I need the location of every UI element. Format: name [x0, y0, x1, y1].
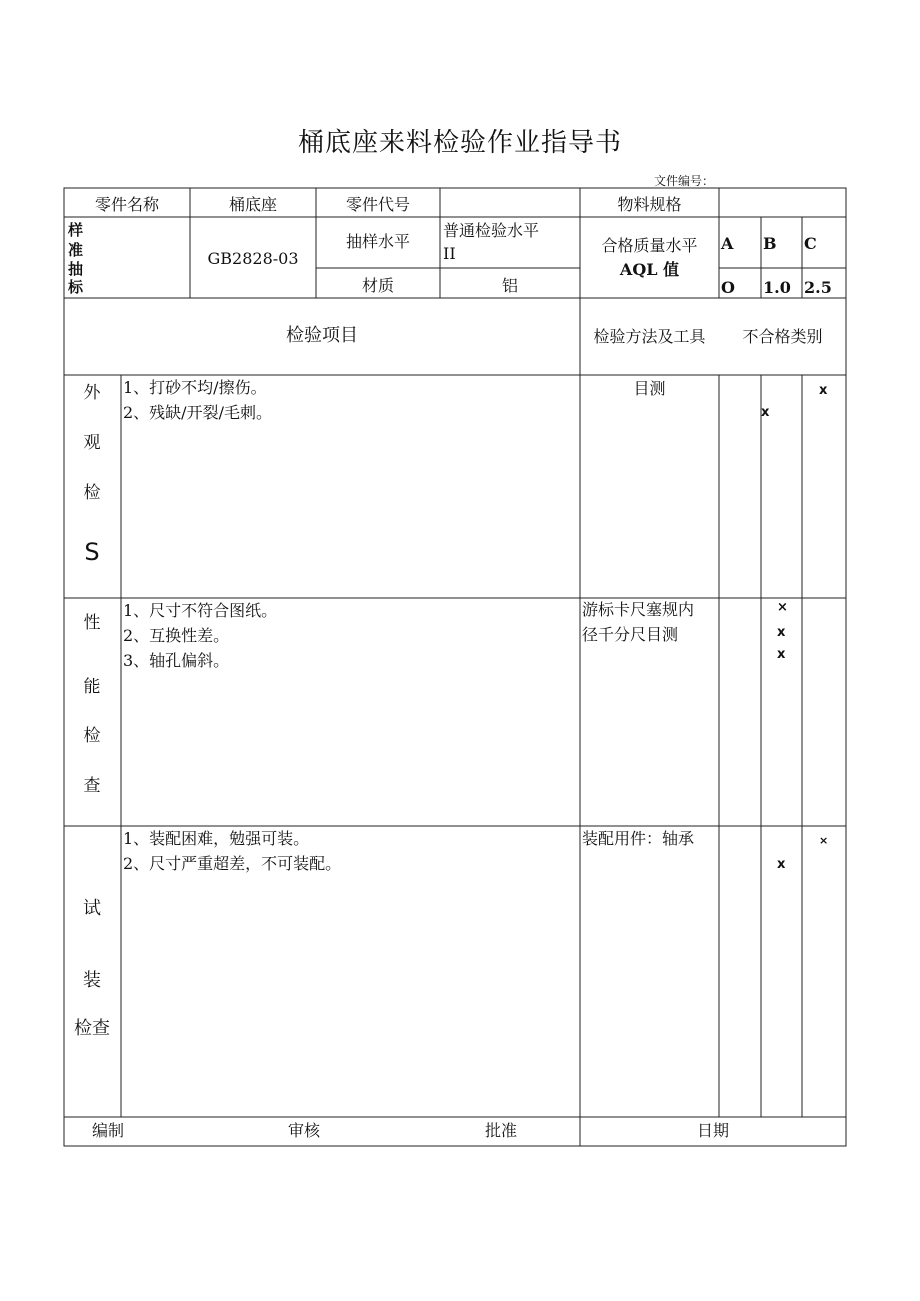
sampling-standard-label-3: 抽	[68, 260, 84, 278]
sampling-level-label: 抽样水平	[345, 232, 410, 251]
aql-label: 合格质量水平	[601, 236, 698, 255]
part-name-value: 桶底座	[228, 195, 277, 214]
grade-b: B	[763, 234, 777, 253]
document-number-label: 文件编号：	[654, 174, 715, 188]
section-assembly-char-3: 检查	[74, 1018, 110, 1039]
section-performance-method: 游标卡尺塞规内	[582, 600, 695, 619]
part-code-label: 零件代号	[345, 195, 410, 214]
section-appearance-items: 1、打砂不均/擦伤。 2、残缺/开裂/毛刺。	[123, 378, 272, 422]
sampling-standard-label-1: 样	[68, 221, 84, 239]
inspection-items-header: 检验项目	[286, 325, 358, 346]
section-performance-mark-2: x	[777, 625, 786, 640]
section-performance-char-3: 检	[83, 726, 101, 746]
sampling-standard-label-2: 准	[68, 241, 84, 259]
section-appearance-mark-b: x	[761, 405, 770, 420]
footer-review: 审核	[288, 1121, 321, 1140]
footer-date: 日期	[697, 1121, 730, 1140]
material-label: 材质	[361, 276, 394, 295]
footer-compile: 编制	[92, 1121, 125, 1140]
section-assembly-char-2: 装	[83, 970, 101, 991]
sampling-level-value-2: II	[443, 244, 456, 263]
aql-label-text: AQL 值	[619, 260, 680, 279]
document-title: 桶底座来料检验作业指导书	[297, 128, 622, 158]
section-assembly-char-1: 试	[83, 898, 101, 919]
category-header: 不合格类别	[742, 327, 823, 346]
section-assembly-method: 装配用件：轴承	[582, 829, 695, 848]
aql-value-c: 2.5	[804, 278, 832, 297]
section-performance-char-4: 查	[83, 776, 101, 796]
section-appearance-char-2: 观	[83, 433, 101, 453]
grade-a: A	[721, 234, 734, 253]
material-spec-label: 物料规格	[617, 195, 682, 214]
sampling-standard-label-4: 标	[68, 278, 84, 296]
section-assembly-items: 1、装配困难，勉强可装。 2、尺寸严重超差，不可装配。	[123, 829, 342, 873]
sampling-standard-value: GB2828-03	[207, 249, 299, 268]
aql-label-2	[580, 260, 719, 280]
aql-value-b: 1.0	[763, 278, 791, 297]
section-performance-char-2: 能	[83, 677, 101, 697]
section-performance-method-2: 径千分尺目测	[582, 625, 679, 644]
section-performance-items: 1、尺寸不符合图纸。 2、互换性差。 3、轴孔偏斜。	[123, 601, 278, 670]
section-appearance-method: 目测	[633, 379, 666, 398]
aql-value-a: O	[721, 278, 735, 297]
section-appearance-mark-c: x	[819, 383, 828, 398]
section-appearance-char-4: S	[84, 538, 100, 566]
section-assembly-mark-b: x	[777, 857, 786, 872]
sampling-level-value: 普通检验水平	[443, 221, 540, 240]
grade-c: C	[804, 234, 817, 253]
method-header: 检验方法及工具	[593, 327, 706, 346]
footer-approve: 批准	[485, 1121, 518, 1140]
section-assembly-mark-c: ×	[819, 834, 829, 847]
section-performance-mark-1: ×	[777, 600, 788, 615]
section-appearance-char-1: 外	[83, 383, 101, 403]
material-value: 铝	[501, 276, 518, 295]
section-performance-char-1: 性	[83, 613, 101, 633]
section-performance-mark-3: x	[777, 647, 786, 662]
part-name-label: 零件名称	[94, 195, 159, 214]
section-appearance-char-3: 检	[83, 483, 101, 503]
